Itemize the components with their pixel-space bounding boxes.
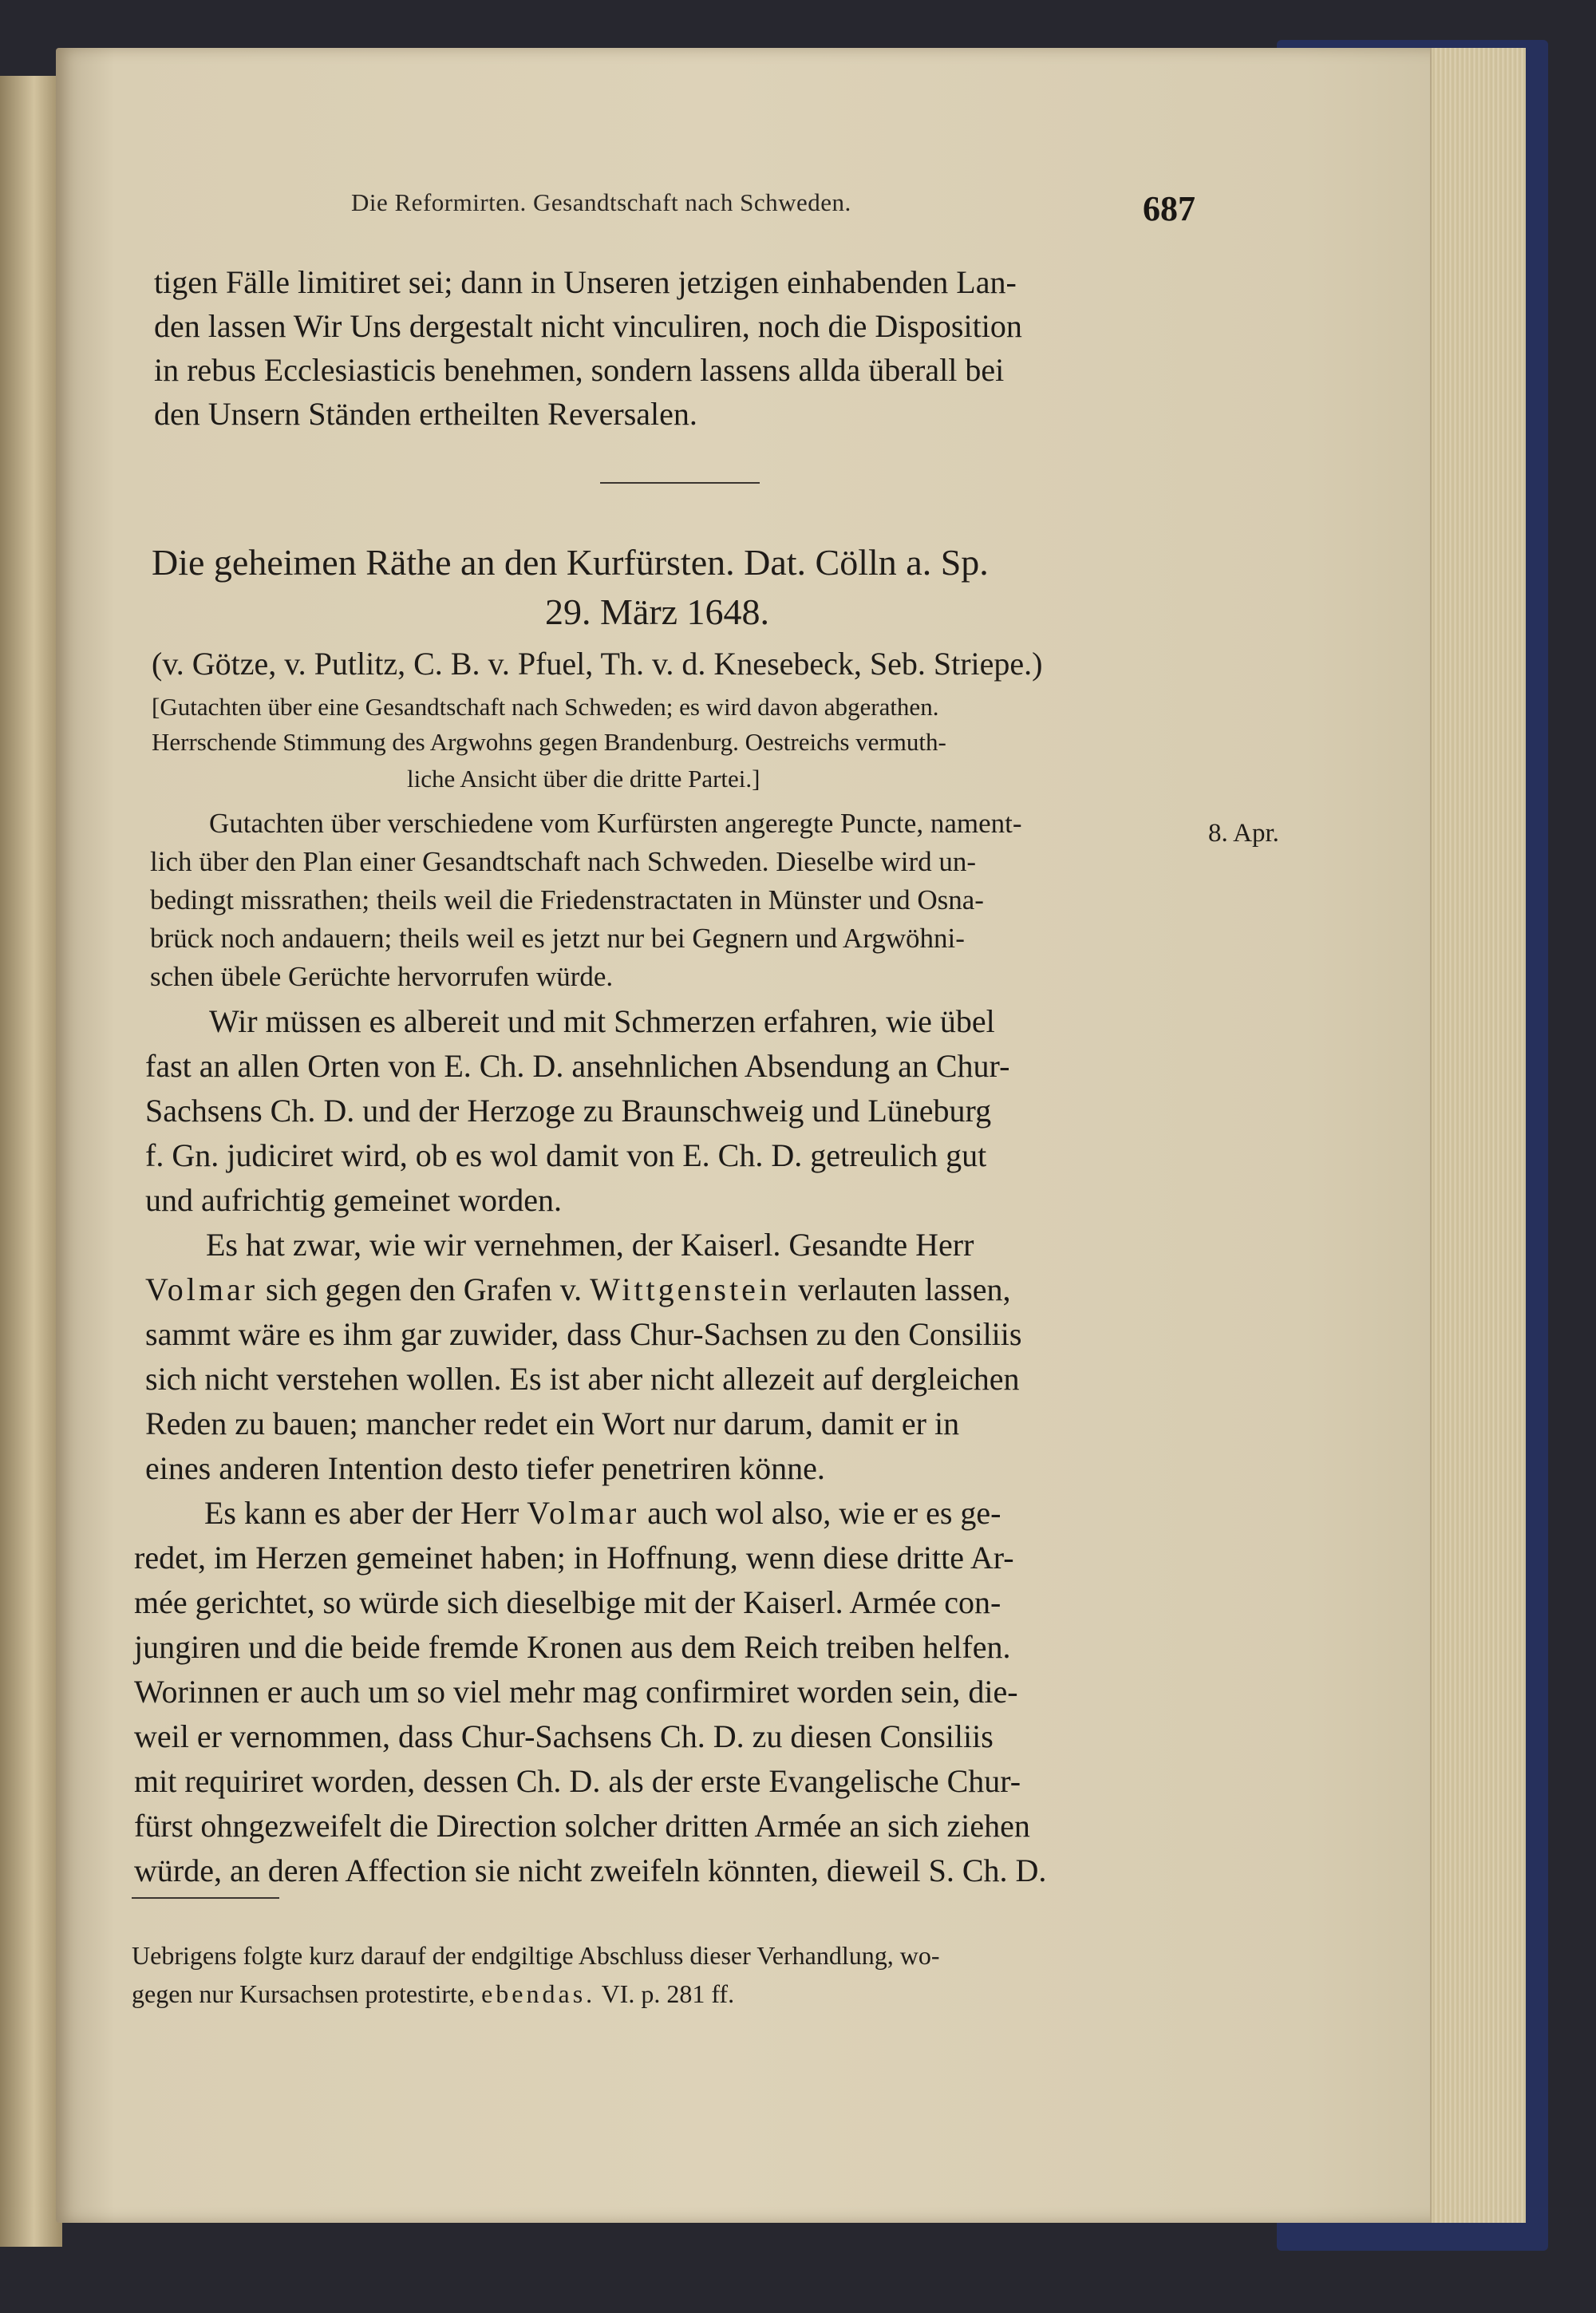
paragraph-line: redet, im Herzen gemeinet haben; in Hoffnung, wenn diese dritte Ar- [134, 1540, 1014, 1576]
paragraph-line: würde, an deren Affection sie nicht zweifeln könnten, dieweil S. Ch. D. [134, 1852, 1047, 1888]
page-number: 687 [1143, 189, 1195, 228]
person-name: Wittgenstein [590, 1271, 790, 1307]
footnote-rule [132, 1897, 279, 1899]
paragraph-line: fürst ohngezweifelt die Direction solcher dritten Armée an sich ziehen [134, 1808, 1030, 1844]
paragraph-line: Sachsens Ch. D. und der Herzoge zu Braunschweig und Lüneburg [145, 1093, 992, 1129]
footnote-line: Uebrigens folgte kurz darauf der endgiltige Abschluss dieser Verhandlung, wo- [132, 1941, 940, 1970]
paragraph-line: fast an allen Orten von E. Ch. D. ansehnlichen Absendung an Chur- [145, 1048, 1010, 1084]
summary-line: Herrschende Stimmung des Argwohns gegen Brandenburg. Oestreichs vermuth- [152, 728, 946, 756]
abstract-line: lich über den Plan einer Gesandtschaft nach Schweden. Dieselbe wird un- [150, 846, 977, 877]
paragraph-line: sich nicht verstehen wollen. Es ist aber nicht allezeit auf dergleichen [145, 1361, 1020, 1397]
paragraph-line: sammt wäre es ihm gar zuwider, dass Chur-Sachsen zu den Consiliis [145, 1316, 1022, 1352]
summary-line: liche Ansicht über die dritte Partei.] [407, 765, 760, 793]
abstract-line: brück noch andauern; theils weil es jetzt nur bei Gegnern und Argwöhni- [150, 923, 965, 954]
margin-date: 8. Apr. [1208, 819, 1279, 848]
paragraph-line: Worinnen er auch um so viel mehr mag confirmiret worden sein, die- [134, 1674, 1018, 1710]
paragraph-line: Wir müssen es albereit und mit Schmerzen erfahren, wie übel [209, 1003, 995, 1039]
paragraph-line: jungiren und die beide fremde Kronen aus dem Reich treiben helfen. [134, 1629, 1011, 1665]
paragraph-line: weil er vernommen, dass Chur-Sachsens Ch. D. zu diesen Consiliis [134, 1718, 994, 1754]
footnote-line: gegen nur Kursachsen protestirte, ebendas. VI. p. 281 ff. [132, 1979, 735, 2008]
document-title: Die geheimen Räthe an den Kurfürsten. Dat. Cölln a. Sp. [152, 542, 989, 583]
paragraph-line: f. Gn. judiciret wird, ob es wol damit von E. Ch. D. getreulich gut [145, 1137, 987, 1173]
abstract-line: Gutachten über verschiedene vom Kurfürsten angeregte Puncte, nament- [209, 808, 1022, 839]
paragraph-line: Es hat zwar, wie wir vernehmen, der Kaiserl. Gesandte Herr [206, 1227, 974, 1263]
continuation-line: tigen Fälle limitiret sei; dann in Unseren jetzigen einhabenden Lan- [154, 264, 1017, 300]
continuation-line: den lassen Wir Uns dergestalt nicht vinculiren, noch die Disposition [154, 308, 1022, 344]
paragraph-line: Volmar sich gegen den Grafen v. Wittgenstein verlauten lassen, [145, 1271, 1011, 1307]
paragraph-line: und aufrichtig gemeinet worden. [145, 1182, 563, 1218]
running-head: Die Reformirten. Gesandtschaft nach Schweden. [351, 188, 851, 216]
abstract-line: bedingt missrathen; theils weil die Friedenstractaten in Münster und Osna- [150, 884, 984, 915]
page-fore-edge [1430, 48, 1526, 2223]
paragraph-line: mée gerichtet, so würde sich dieselbige mit der Kaiserl. Armée con- [134, 1584, 1001, 1620]
section-separator [600, 482, 760, 484]
document-date: 29. März 1648. [545, 591, 770, 632]
person-name: Volmar [145, 1271, 259, 1307]
continuation-line: in rebus Ecclesiasticis benehmen, sondern lassens allda überall bei [154, 352, 1005, 388]
summary-line: [Gutachten über eine Gesandtschaft nach Schweden; es wird davon abgerathen. [152, 693, 939, 721]
abstract-line: schen übele Gerüchte hervorrufen würde. [150, 961, 614, 992]
paragraph-line: mit requiriret worden, dessen Ch. D. als der erste Evangelische Chur- [134, 1763, 1021, 1799]
paragraph-line: eines anderen Intention desto tiefer penetriren könne. [145, 1450, 825, 1486]
person-name: Volmar [527, 1495, 640, 1531]
footnote-reference: ebendas. [481, 1979, 596, 2008]
left-page-edge [0, 76, 62, 2247]
continuation-line: den Unsern Ständen ertheilten Reversalen. [154, 396, 697, 432]
paragraph-line: Reden zu bauen; mancher redet ein Wort nur darum, damit er in [145, 1406, 960, 1441]
paragraph-line: Es kann es aber der Herr Volmar auch wol also, wie er es ge- [204, 1495, 1001, 1531]
signatories: (v. Götze, v. Putlitz, C. B. v. Pfuel, Th. v. d. Knesebeck, Seb. Striepe.) [152, 646, 1043, 682]
